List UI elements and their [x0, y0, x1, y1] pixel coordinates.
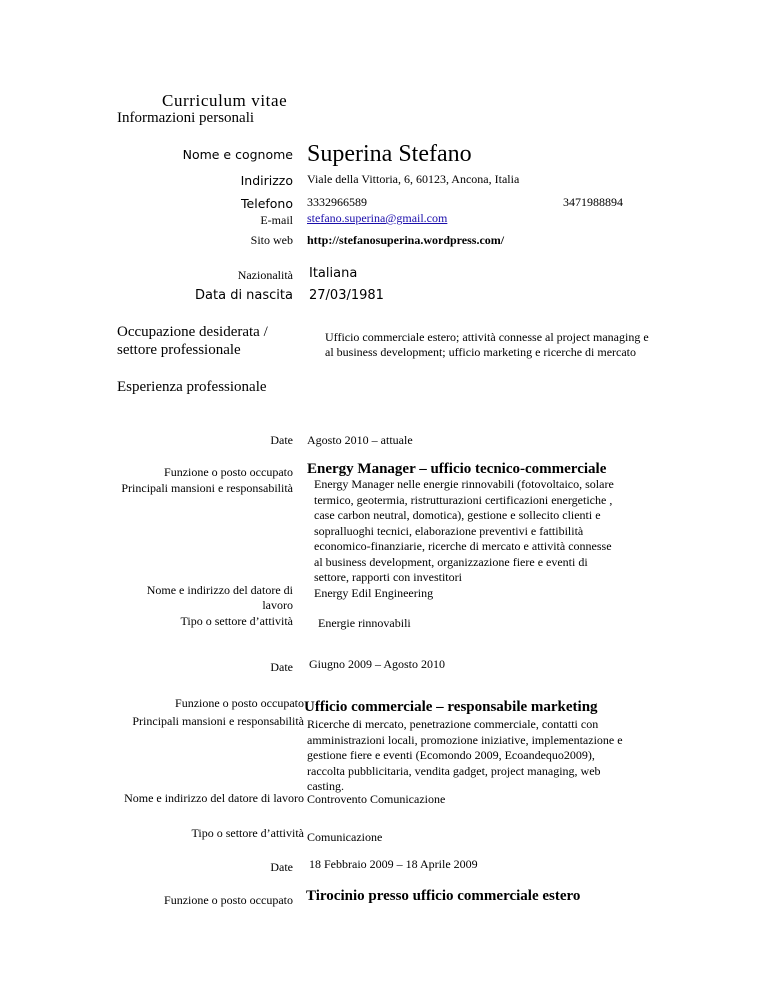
job2-date-label: Date: [270, 660, 293, 674]
birth-label: Data di nascita: [195, 288, 293, 303]
phone-label: Telefono: [241, 196, 293, 211]
email-label: E-mail: [260, 213, 293, 227]
job2-employer-label: Nome e indirizzo del datore di lavoro: [124, 791, 304, 805]
phone-value-1: 3332966589: [307, 195, 367, 209]
job1-sector-label: Tipo o settore d’attività: [180, 614, 293, 628]
person-name: Superina Stefano: [307, 141, 472, 167]
job2-duty-line: Ricerche di mercato, penetrazione commerciale, contatti con: [307, 717, 599, 731]
website-label: Sito web: [250, 233, 293, 247]
desired-label-line2: settore professionale: [117, 342, 241, 358]
job3-date-label: Date: [270, 860, 293, 874]
email-link[interactable]: stefano.superina@gmail.com: [307, 211, 448, 225]
job2-duty-line: gestione fiere e eventi (Ecomondo 2009, Ecoandequo2009),: [307, 748, 595, 762]
job2-role: Ufficio commerciale – responsabile marketing: [304, 699, 598, 715]
job1-role: Energy Manager – ufficio tecnico-commerciale: [307, 461, 607, 477]
job2-sector: Comunicazione: [307, 830, 383, 844]
job1-role-label: Funzione o posto occupato: [164, 465, 293, 479]
job2-duties: [307, 717, 623, 795]
job2-duties-label: Principali mansioni e responsabilità: [132, 714, 304, 728]
job2-duty-line: raccolta pubblicitaria, vendita gadget, project managing, web: [307, 763, 601, 778]
name-label: Nome e cognome: [182, 147, 293, 162]
phone-value-2: 3471988894: [563, 195, 623, 209]
job3-date: 18 Febbraio 2009 – 18 Aprile 2009: [309, 857, 478, 871]
job2-employer: Controvento Comunicazione: [307, 792, 446, 806]
job3-role: Tirocinio presso ufficio commerciale estero: [306, 888, 581, 904]
job1-duty-line: al business development, organizzazione fiere e eventi di: [314, 554, 588, 569]
job2-duty-line: casting.: [307, 779, 344, 793]
job1-duty-line: termico, geotermia, ristrutturazioni certificazioni energetiche ,: [314, 492, 613, 507]
desired-value-line1: Ufficio commerciale estero; attività connesse al project managing e: [325, 330, 649, 344]
desired-label-line1: Occupazione desiderata /: [117, 324, 268, 340]
birth-value: 27/03/1981: [309, 288, 384, 303]
desired-value-line2: al business development; ufficio marketing e ricerche di mercato: [325, 345, 636, 359]
cv-title: Curriculum vitae: [162, 91, 288, 110]
job1-duty-line: sopralluoghi tecnici, elaborazione preventivi e fattibilità: [314, 523, 584, 538]
nationality-label: Nazionalità: [237, 268, 293, 282]
job2-duty-line: amministrazioni locali, promozione iniziative, implementazione e: [307, 732, 623, 747]
address-value: Viale della Vittoria, 6, 60123, Ancona, Italia: [307, 172, 520, 186]
section-personal-info: Informazioni personali: [117, 110, 255, 126]
job1-date: Agosto 2010 – attuale: [307, 433, 413, 447]
website-value[interactable]: http://stefanosuperina.wordpress.com/: [307, 233, 505, 247]
job1-duty-line: Energy Manager nelle energie rinnovabili (fotovoltaico, solare: [314, 477, 614, 491]
job1-duty-line: case carbon neutral, domotica), gestione e sollecito clienti e: [314, 508, 601, 522]
job1-duties: [314, 477, 614, 601]
job1-employer-label-line1: Nome e indirizzo del datore di: [146, 583, 293, 597]
job3-role-label: Funzione o posto occupato: [164, 893, 293, 907]
nationality-value: Italiana: [309, 266, 358, 281]
job1-employer-label-line2: lavoro: [262, 598, 293, 612]
job2-role-label: Funzione o posto occupato: [175, 696, 304, 710]
job2-date: Giugno 2009 – Agosto 2010: [309, 657, 446, 671]
job1-duties-label: Principali mansioni e responsabilità: [121, 481, 293, 495]
section-experience: Esperienza professionale: [117, 379, 267, 395]
job1-date-label: Date: [270, 433, 293, 447]
job1-sector: Energie rinnovabili: [318, 616, 411, 630]
job1-duty-line: settore, rapporti con investitori: [314, 570, 462, 584]
job2-sector-label: Tipo o settore d’attività: [191, 826, 304, 840]
job1-duty-line: economico-finanziarie, ricerche di mercato e attività connesse: [314, 539, 612, 553]
job1-employer: Energy Edil Engineering: [314, 585, 434, 600]
address-label: Indirizzo: [240, 173, 293, 188]
